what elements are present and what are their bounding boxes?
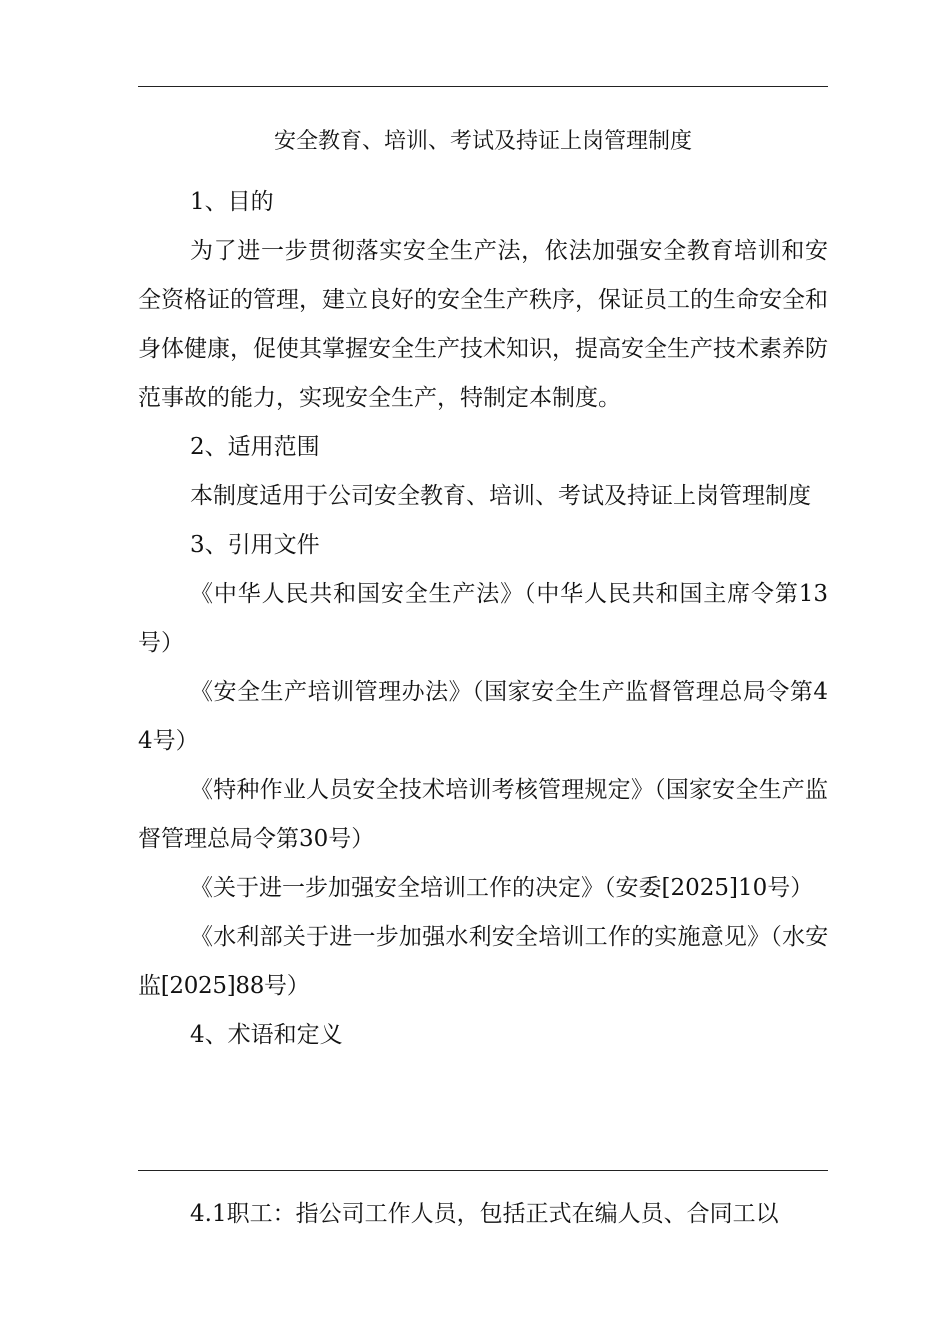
header-rule — [138, 86, 828, 87]
reference-item: 《关于进一步加强安全培训工作的决定》（安委[2025]10号） — [190, 875, 814, 901]
reference-item: 《安全生产培训管理办法》（国家安全生产监督管理总局令第44号） — [138, 679, 828, 754]
reference-item: 《中华人民共和国安全生产法》（中华人民共和国主席令第13号） — [138, 581, 828, 656]
document-title: 安全教育、培训、考试及持证上岗管理制度 — [273, 129, 692, 154]
section-heading-purpose: 1、目的 — [190, 189, 274, 215]
next-page-body — [138, 1190, 828, 1239]
section-heading-scope: 2、适用范围 — [190, 434, 320, 460]
section-heading-terms: 4、术语和定义 — [190, 1022, 343, 1048]
purpose-paragraph: 为了进一步贯彻落实安全生产法，依法加强安全教育培训和安全资格证的管理，建立良好的安全生产秩序，保证员工的生命安全和身体健康，促使其掌握安全生产技术知识，提高安全生产技术素养防范事故的能力，实现安全生产，特制定本制度。 — [138, 238, 828, 411]
term-definition-4-1: 4.1职工：指公司工作人员，包括正式在编人员、合同工以 — [190, 1201, 779, 1227]
section-heading-references: 3、引用文件 — [190, 532, 320, 558]
reference-item: 《特种作业人员安全技术培训考核管理规定》（国家安全生产监督管理总局令第30号） — [138, 777, 828, 852]
reference-item: 《水利部关于进一步加强水利安全培训工作的实施意见》（水安监[2025]88号） — [138, 924, 828, 999]
scope-paragraph: 本制度适用于公司安全教育、培训、考试及持证上岗管理制度 — [190, 483, 811, 509]
page-break-rule — [138, 1170, 828, 1171]
document-body — [138, 122, 828, 1060]
